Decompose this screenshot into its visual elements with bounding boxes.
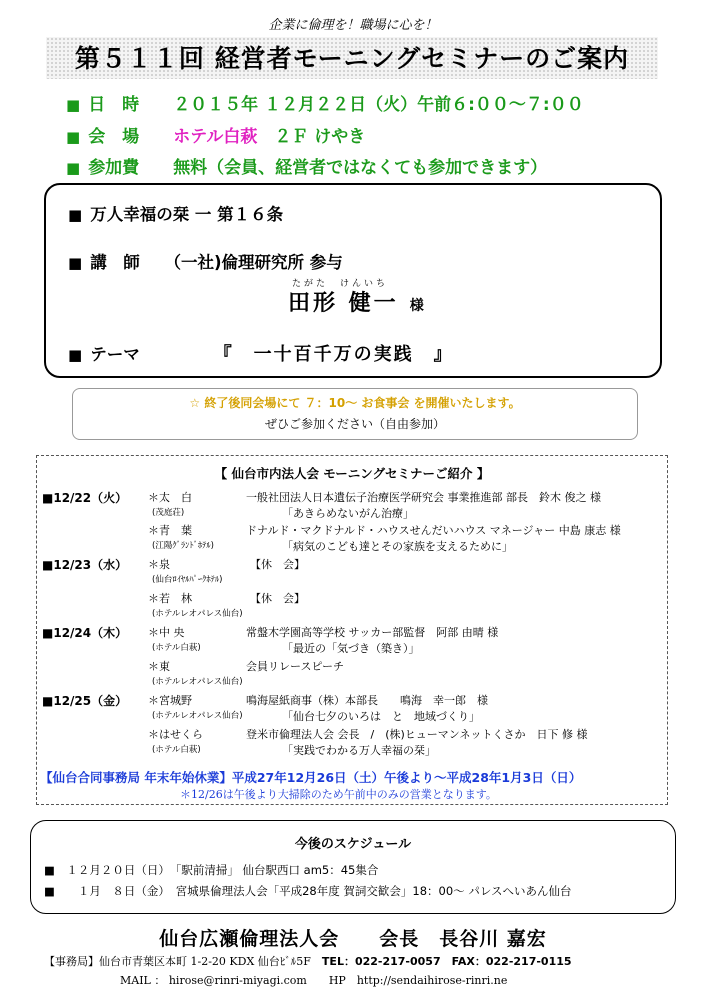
info-fee (66, 153, 547, 178)
dinner-notice: ☆ 終了後同会場にて ７：10〜 お食事会 を開催いたします。 (189, 396, 521, 410)
page-title: 第５１１回 経営者モーニングセミナーのご案内 (74, 44, 630, 73)
article-text: 万人幸福の栞 一 第１６条 (90, 205, 284, 224)
row-speaker: 鳴海屋紙商事（株）本部長 鳴海 幸一郎 様 (246, 694, 488, 707)
square-bullet-icon: ■ (66, 159, 81, 177)
row-speaker: 【休 会】 (250, 558, 305, 571)
row-venue: (ホテル白萩) (152, 643, 201, 653)
lecture-article (68, 201, 283, 225)
speaker-org: （一社)倫理研究所 参与 (172, 253, 343, 272)
schedule-item: ■ １月 ８日（金） 宮城県倫理法人会「平成28年度 賀詞交歓会」18：00〜 パレスへいあん仙台 (44, 884, 572, 898)
row-place: ＊若 林 (148, 592, 192, 605)
office-text: 【事務局】仙台市青葉区本町 1-2-20 KDX 仙台ﾋﾞﾙ5F (44, 955, 311, 968)
row-place: ＊東 (148, 660, 170, 673)
lecture-theme (68, 340, 454, 366)
row-venue: (茂庭荘) (152, 508, 185, 518)
tel-fax: TEL：022-217-0057 FAX：022-217-0115 (321, 955, 572, 968)
speaker-label: 講 師 (90, 253, 140, 272)
office-address (44, 953, 572, 969)
square-bullet-icon: ■ (66, 128, 81, 146)
speaker-name-line (288, 286, 424, 317)
row-speaker: 登米市倫理法人会 会長 / (株)ヒューマンネットくさか 日下 修 様 (246, 728, 588, 741)
row-place: ＊宮城野 (148, 694, 192, 707)
square-bullet-icon: ■ (66, 96, 81, 114)
theme-value: 『 一十百千万の実践 』 (213, 344, 454, 365)
row-date: ■12/22（火） (42, 491, 128, 505)
row-venue: (ホテルレオパレス仙台) (152, 677, 243, 687)
theme-label: テーマ (90, 345, 140, 364)
row-speaker: ドナルド・マクドナルド・ハウスせんだいハウス マネージャー 中島 康志 様 (246, 524, 621, 537)
square-bullet-icon: ■ (68, 254, 83, 272)
speaker-ruby: たがた けんいち (292, 279, 389, 289)
lecture-speaker (68, 249, 343, 273)
holiday-note: ＊12/26は午後より大掃除のため午前中のみの営業となります。 (180, 788, 497, 801)
row-place: ＊青 葉 (148, 524, 192, 537)
fee-label: 参加費 (88, 158, 140, 178)
seminar-title: 【 仙台市内法人会 モーニングセミナーご紹介 】 (214, 466, 490, 481)
info-datetime (66, 90, 584, 115)
holiday-notice: 【仙台合同事務局 年末年始休業】平成27年12月26日（土）午後より〜平成28年1月3日（日） (40, 770, 582, 785)
row-place: ＊太 白 (148, 491, 192, 504)
row-date: ■12/25（金） (42, 694, 128, 708)
schedule-item: ■ １２月２０日（日） 「駅前清掃」 仙台駅西口 am5：45集合 (44, 863, 379, 877)
datetime-label: 日 時 (88, 95, 140, 115)
row-venue: (仙台ﾛｲﾔﾙﾊﾟｰｸﾎﾃﾙ) (152, 575, 223, 585)
row-speaker: 常盤木学園高等学校 サッカー部監督 阿部 由晴 様 (246, 626, 499, 639)
row-topic: 「病気のこども達とその家族を支えるために」 (282, 540, 513, 553)
fee-value: 無料（会員、経営者ではなくても参加できます） (173, 158, 548, 178)
row-date: ■12/24（木） (42, 626, 128, 640)
square-bullet-icon: ■ (68, 346, 83, 364)
row-topic: 「仙台七夕のいろは と 地域づくり」 (282, 710, 480, 723)
row-venue: (ホテルレオパレス仙台) (152, 711, 243, 721)
dinner-invite: ぜひご参加ください（自由参加） (264, 417, 445, 431)
venue-value: ホテル白萩 (173, 127, 258, 147)
contact-mail: MAIL ： hirose@rinri-miyagi.com HP http://sendaihirose-rinri.ne (120, 974, 508, 987)
schedule-title: 今後のスケジュール (294, 837, 412, 852)
row-place: ＊はせくら (148, 728, 203, 741)
row-topic: 「最近の「気づき（築き）」 (282, 642, 420, 655)
row-speaker: 【休 会】 (250, 592, 305, 605)
row-venue: (ホテル白萩) (152, 745, 201, 755)
tagline: 企業に倫理を！職場に心を！ (268, 18, 438, 33)
square-bullet-icon: ■ (68, 206, 83, 224)
organization-name: 仙台広瀬倫理法人会 会長 長谷川 嘉宏 (159, 928, 547, 950)
venue-room: ２Ｆ けやき (274, 127, 366, 147)
row-venue: (ホテルレオパレス仙台) (152, 609, 243, 619)
row-topic: 「実践でわかる万人幸福の栞」 (282, 744, 436, 757)
venue-label: 会 場 (88, 127, 140, 147)
row-place: ＊泉 (148, 558, 170, 571)
datetime-value: ２０１５年 １２月２２日（火）午前６:００〜７:００ (173, 95, 584, 115)
row-place: ＊中 央 (148, 626, 185, 639)
row-venue: (江陽ｸﾞﾗﾝﾄﾞﾎﾃﾙ) (152, 541, 214, 551)
row-topic: 「あきらめないがん治療」 (282, 507, 414, 520)
row-speaker: 会員リレースピーチ (246, 660, 345, 673)
speaker-name: 田形 健一 (288, 291, 399, 316)
info-venue (66, 122, 365, 147)
row-date: ■12/23（水） (42, 558, 128, 572)
speaker-honorific: 様 (409, 298, 424, 314)
row-speaker: 一般社団法人日本遺伝子治療医学研究会 事業推進部 部長 鈴木 俊之 様 (246, 491, 601, 504)
